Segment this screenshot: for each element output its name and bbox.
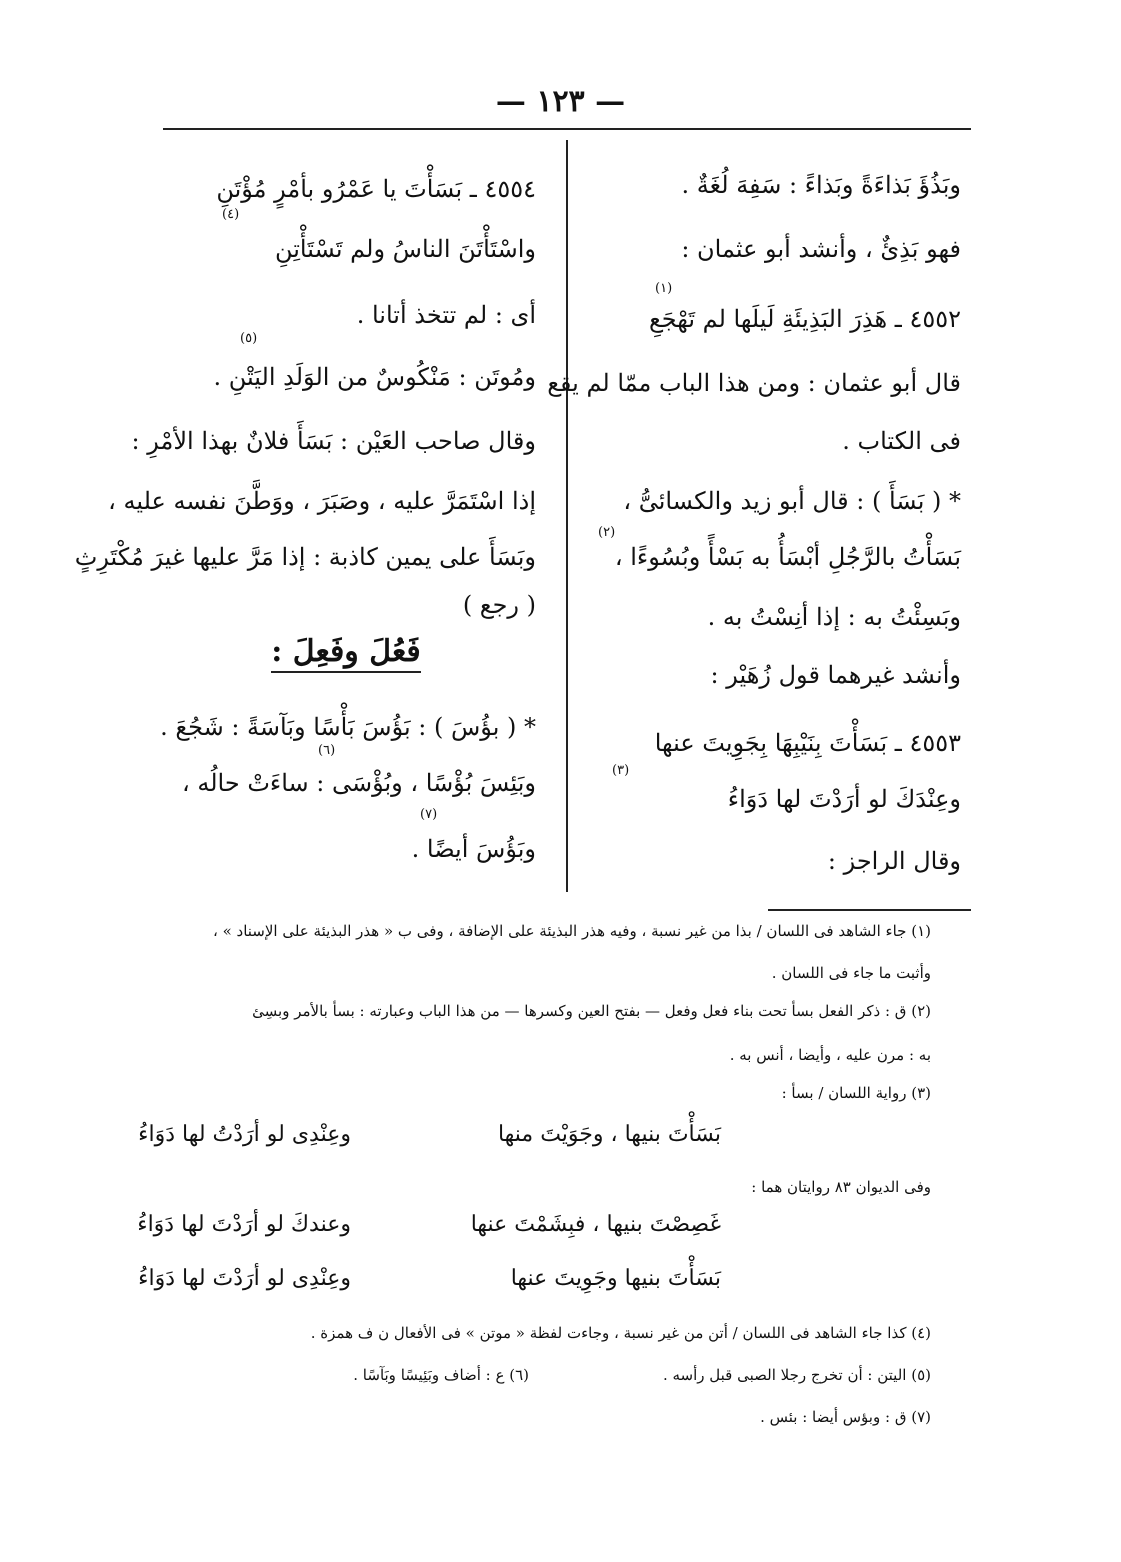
right-line-8: وبَسِئْتُ به : إذا أنِسْتُ به . — [707, 603, 961, 631]
right-line-4: قال أبو عثمان : ومن هذا الباب ممّا لم يقع — [547, 369, 961, 397]
entry-basa: * ( بَسَأَ ) : قال أبو زيد والكسائىُّ ، — [623, 487, 961, 515]
footnote-4: (٤) كذا جاء الشاهد فى اللسان / أتن من غير نسبة ، وجاءت لفظة « موتن » فى الأفعال ن ف همزة . — [310, 1324, 931, 1342]
left-line-5: وقال صاحب العَيْن : بَسَأَ فلانٌ بهذا الأمْرِ : — [131, 427, 536, 455]
section-heading: فَعُلَ وفَعِلَ : — [271, 634, 421, 673]
footnote-1a: (١) جاء الشاهد فى اللسان / بذا من غير نسبة ، وفيه هذر البذيئة على الإضافة ، وفى ب « هذر البذيئة على الإسناد » ، — [212, 922, 931, 940]
left-line-4: ومُوتَن : مَنْكُوسٌ من الوَلَدِ اليَتْنِ . — [213, 363, 536, 391]
page-number: — ١٢٣ — — [495, 84, 626, 119]
verse-2-second-hemistich: وعندكَ لو أرَدْتَ لها دَوَاءُ — [137, 1212, 351, 1237]
verse-2-first-hemistich: غَصِصْتَ بنيها ، فبِشَمْتَ عنها — [470, 1212, 721, 1237]
right-line-7: بَسَأْتُ بالرَّجُلِ أبْسَأُ به بَسْأً وبُسُوءًا ، — [614, 543, 961, 571]
verse-4553-b: وعِنْدَكَ لو أرَدْتَ لها دَوَاءُ — [727, 785, 961, 813]
footnote-2a: (٢) ق : ذكر الفعل بسأ تحت بناء فعل وفعل — بفتح العين وكسرها — من هذا الباب وعبارته : بسأ بالأمر وبسِئ — [252, 1002, 931, 1020]
left-line-6: إذا اسْتَمَرَّ عليه ، وصَبَرَ ، ووَطَّنَ نفسه عليه ، — [108, 487, 536, 515]
verse-1-second-hemistich: وعِنْدِى لو أرَدْتُ لها دَوَاءُ — [138, 1122, 351, 1147]
verse-1-first-hemistich: بَسَأْتَ بنيها ، وجَوَيْتَ منها — [497, 1122, 721, 1147]
left-line-3: أى : لم تتخذ أتانا . — [356, 301, 536, 329]
footnote-marker-2: (٢) — [598, 525, 616, 540]
right-line-1: وبَذُؤَ بَذاءَةً وبَذاءً : سَفِهَ لُغَةٌ . — [681, 171, 961, 199]
verse-3-first-hemistich: بَسَأْتَ بنيها وجَوِيتَ عنها — [510, 1266, 721, 1291]
verse-3-second-hemistich: وعِنْدِى لو أرَدْتَ لها دَوَاءُ — [138, 1266, 351, 1291]
verse-4554-a: ٤٥٥٤ ـ بَسَأْتَ يا عَمْرُو بأمْرٍ مُؤْتَنِ — [216, 175, 536, 203]
verse-4552: ٤٥٥٢ ـ هَذِرَ البَذِيئَةِ لَيلَها لم تَهْجَعِ — [649, 305, 961, 333]
footnote-1b: وأثبت ما جاء فى اللسان . — [771, 964, 931, 982]
left-line-10: وبَئِسَ بُؤْسًا ، وبُؤْسَى : ساءَتْ حالُه ، — [182, 769, 536, 797]
left-line-11: وبَؤُسَ أيضًا . — [411, 835, 536, 863]
left-line-7: وبَسَأَ على يمين كاذبة : إذا مَرَّ عليها غيرَ مُكْتَرِثٍ — [74, 543, 536, 571]
footnote-marker-5: (٥) — [240, 331, 258, 346]
footnote-7: (٧) ق : وبؤس أيضا : بئس . — [760, 1408, 931, 1426]
footnote-6: (٦) ع : أضاف وبَئِيسًا وبَآسًا . — [353, 1366, 529, 1384]
verse-4553-a: ٤٥٥٣ ـ بَسَأْتَ بِنَيْبِهَا بِجَوِيتَ عنها — [654, 729, 961, 757]
header-rule — [163, 128, 971, 130]
right-line-9: وأنشد غيرهما قول زُهَيْر : — [710, 661, 961, 689]
right-line-2: فهو بَذِئٌ ، وأنشد أبو عثمان : — [681, 235, 961, 263]
diwan-note: وفى الديوان ٨٣ روايتان هما : — [751, 1178, 931, 1196]
entry-baus: * ( بؤُسَ ) : بَؤُسَ بَأْسًا وبَآسَةً : شَجُعَ . — [160, 713, 536, 741]
footnote-2b: به : مرن عليه ، وأيضا ، أنس به . — [729, 1046, 931, 1064]
footnote-marker-4: (٤) — [222, 207, 240, 222]
footnote-marker-1: (١) — [655, 281, 673, 296]
footnote-rule — [768, 909, 971, 911]
verse-4554-b: واسْتَأْتَنَ الناسُ ولم تَسْتَأْتِنِ — [274, 235, 536, 263]
right-line-12: وقال الراجز : — [827, 847, 961, 875]
right-line-5: فى الكتاب . — [842, 427, 961, 455]
footnote-3: (٣) رواية اللسان / بسأ : — [781, 1084, 931, 1102]
heading-wrap — [156, 634, 536, 669]
footnote-5: (٥) اليتن : أن تخرج رجلا الصبى قبل رأسه . — [662, 1366, 931, 1384]
footnote-marker-6: (٦) — [318, 743, 336, 758]
footnote-marker-3: (٣) — [612, 763, 630, 778]
return-note: ( رجع ) — [462, 591, 536, 619]
footnote-marker-7: (٧) — [420, 807, 438, 822]
